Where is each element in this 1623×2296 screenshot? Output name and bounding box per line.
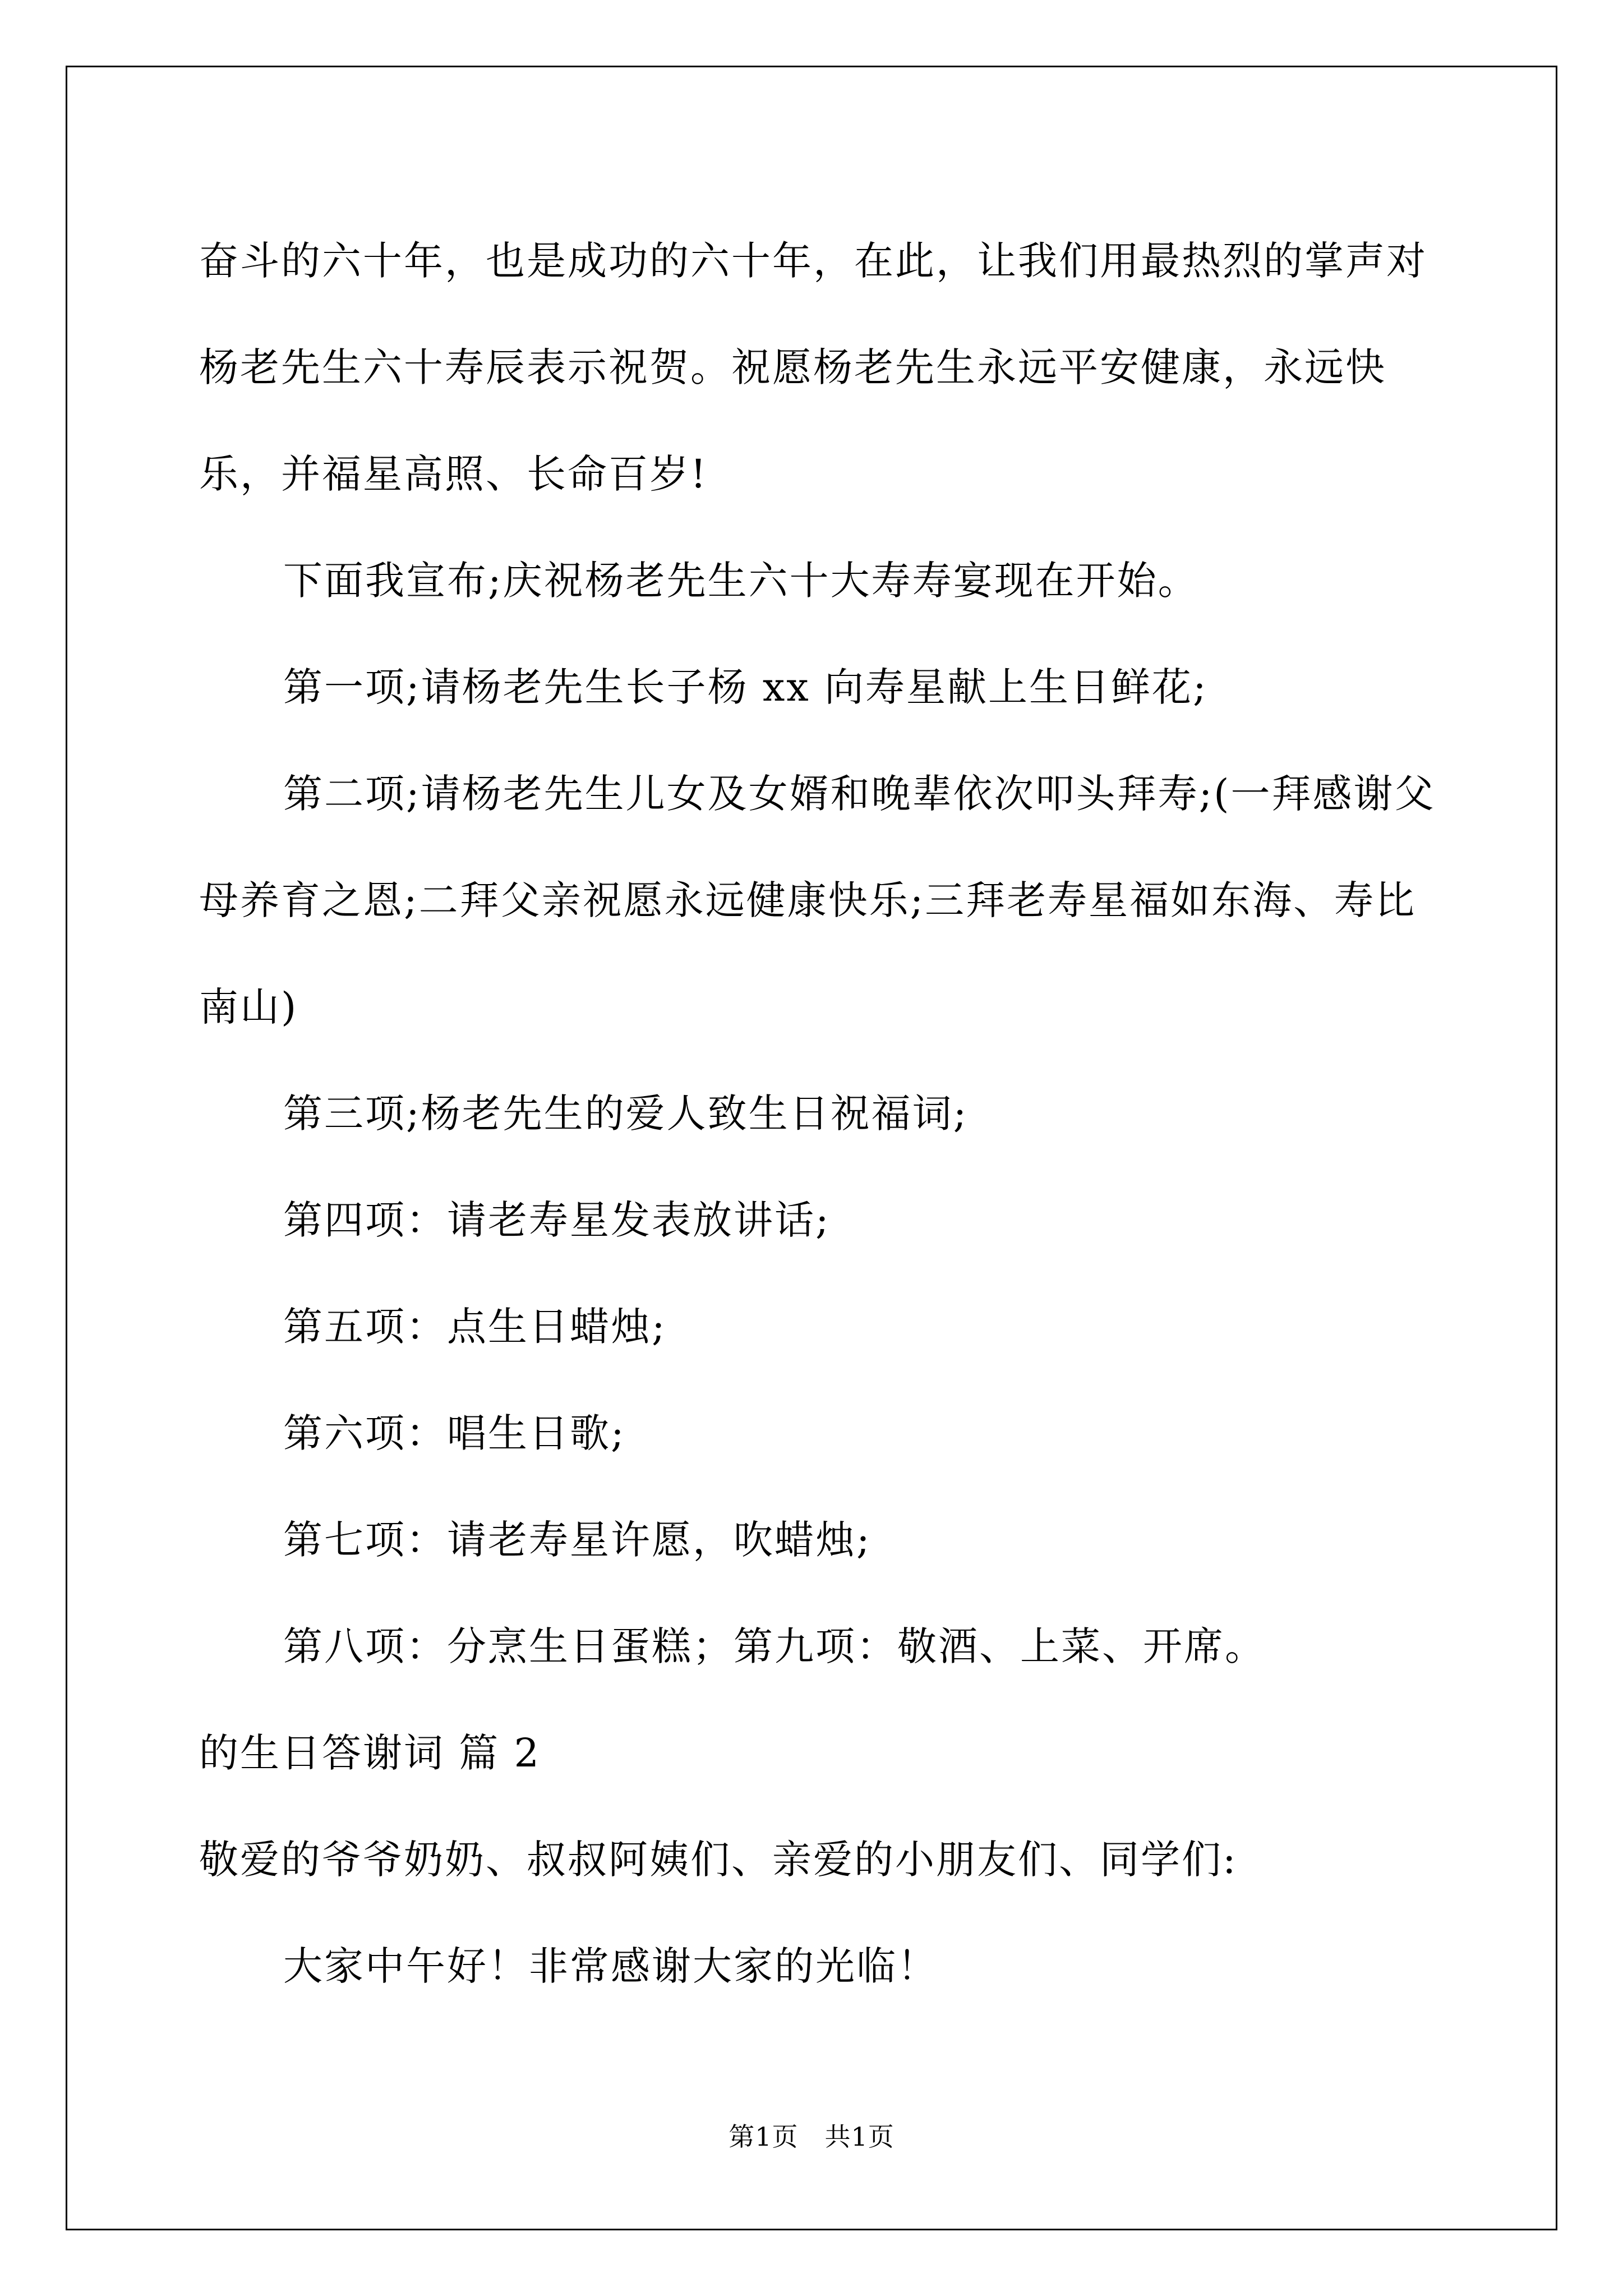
paragraph-3: 第一项;请杨老先生长子杨 xx 向寿星献上生日鲜花; — [283, 664, 1208, 710]
section-heading: 的生日答谢词 篇 2 — [199, 1730, 541, 1776]
paragraph-10: 第八项：分烹生日蛋糕；第九项：敬酒、上菜、开席。 — [283, 1623, 1266, 1669]
paragraph-7: 第五项：点生日蜡烛; — [283, 1304, 667, 1350]
paragraph-2: 下面我宣布;庆祝杨老先生六十大寿寿宴现在开始。 — [283, 558, 1199, 604]
document-body — [199, 208, 1438, 2019]
paragraph-8: 第六项：唱生日歌; — [283, 1410, 626, 1456]
page-footer: 第1页 共1页 — [728, 2122, 895, 2152]
paragraph-13: 大家中午好！非常感谢大家的光临！ — [283, 1943, 938, 1989]
paragraph-4: 第二项;请杨老先生儿女及女婿和晚辈依次叩头拜寿;(一拜感谢父母养育之恩;二拜父亲祝愿永远健康快乐;三拜老寿星福如东海、寿比南山) — [199, 771, 1436, 1030]
paragraph-6: 第四项：请老寿星发表放讲话; — [283, 1197, 831, 1243]
salutation: 敬爱的爷爷奶奶、叔叔阿姨们、亲爱的小朋友们、同学们: — [199, 1837, 1238, 1883]
paragraph-9: 第七项：请老寿星许愿，吹蜡烛; — [283, 1517, 872, 1563]
paragraph-5: 第三项;杨老先生的爱人致生日祝福词; — [283, 1091, 969, 1137]
paragraph-1: 奋斗的六十年，也是成功的六十年，在此，让我们用最热烈的掌声对杨老先生六十寿辰表示祝贺。祝愿杨老先生永远平安健康，永远快乐，并福星高照、长命百岁! — [199, 238, 1427, 497]
